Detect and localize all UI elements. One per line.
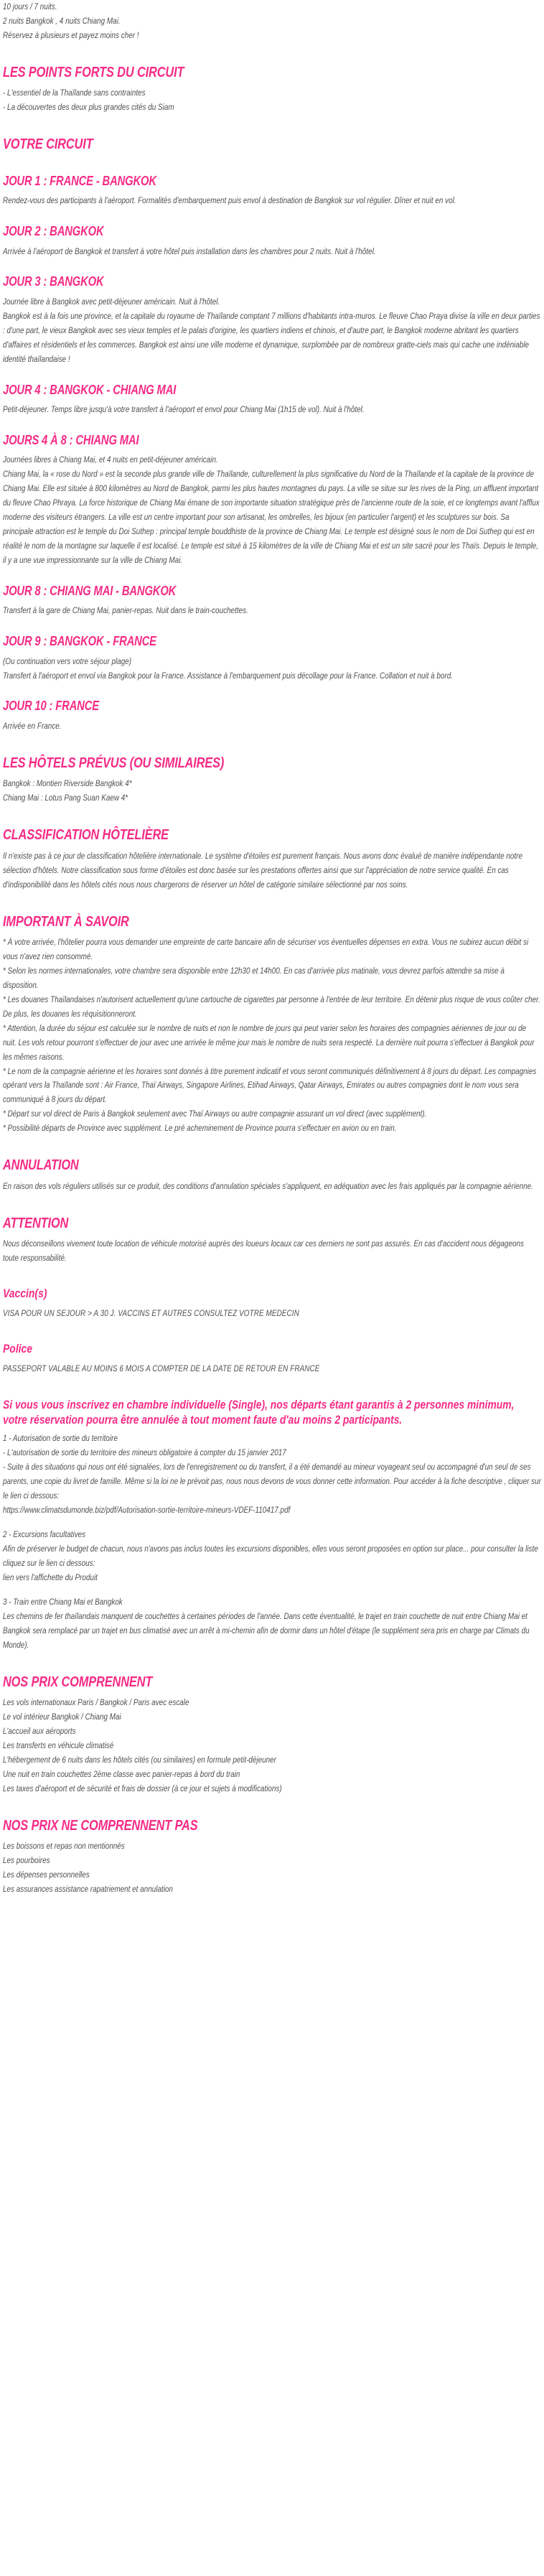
spacer: [3, 208, 541, 224]
note-line: Les chemins de fer thaïlandais manquent de couchettes à certaines périodes de l'année. Dans cette éventualité, le trajet en train couchette de nuit entre Chiang Mai et Bangkok sera remplacé par un trajet en bus climatisé avec un arrêt à mi-chemin afin de dormir dans un hôtel d'étape (le supplément sera pris en charge par Climats du Monde).: [3, 1611, 530, 1650]
day-paragraph: Petit-déjeuner. Temps libre jusqu'à votre transfert à l'aéroport et envol pour Chiang Mai (1h15 de vol). Nuit à l'hôtel.: [3, 404, 365, 414]
hotel-item: Bangkok : Montien Riverside Bangkok 4*: [3, 779, 132, 789]
spacer: [3, 929, 541, 935]
spacer: [3, 1518, 541, 1528]
spacer: [3, 1653, 541, 1674]
important-item: * À votre arrivée, l'hôtelier pourra vous demander une empreinte de carte bancaire afin de sécuriser vos éventuelles dépenses en extra. Vous ne subirez aucun débit si vous n'avez rien consommé.: [3, 938, 529, 962]
spacer: [3, 1231, 541, 1237]
spacer: [3, 1173, 541, 1180]
spacer: [3, 843, 541, 849]
spacer: [3, 396, 541, 403]
spacer: [3, 1300, 541, 1307]
intro-block: [3, 0, 541, 43]
spacer: [3, 417, 541, 433]
attention-paragraph: Nous déconseillons vivement toute location de véhicule motorisé auprès des loueurs locaux car ces derniers ne sont pas assurés. En cas d'accident nous dégageons toute responsabilité.: [3, 1239, 524, 1264]
points-forts-item: - L'essentiel de la Thaïlande sans contraintes: [3, 88, 146, 98]
included-item: Une nuit en train couchettes 2ème classe avec panier-repas à bord du train: [3, 1769, 240, 1779]
day-heading-3: JOUR 3 : BANGKOK: [3, 274, 104, 289]
section-heading-prix-ne-comprennent-pas: NOS PRIX NE COMPRENNENT PAS: [3, 1816, 198, 1834]
spacer: [3, 238, 541, 245]
section-heading-vaccins: Vaccin(s): [3, 1287, 47, 1301]
spacer: [3, 1376, 541, 1398]
note-link-affichette[interactable]: lien vers l'affichette du Produit: [3, 1572, 98, 1582]
important-item: * Attention, la durée du séjour est calculée sur le nombre de nuits et non le nombre de jours qui peut varier selon les horaires des compagnies aériennes de jour ou de nuit. Les vols retour pourront s'effectuer de jour avec une arrivée le même jour mais le nombre de nuits sera respecté. La dernière nuit pourra s'effectuer à Bangkok pour les mêmes raisons.: [3, 1023, 535, 1062]
note-line: - L'autorisation de sortie du territoire des mineurs obligatoire à compter du 15 janvier 2017: [3, 1448, 286, 1458]
police-paragraph: PASSEPORT VALABLE AU MOINS 6 MOIS A COMPTER DE LA DATE DE RETOUR EN FRANCE: [3, 1363, 320, 1373]
spacer: [3, 1266, 541, 1287]
day-heading-1: JOUR 1 : FRANCE - BANGKOK: [3, 172, 156, 188]
note-line: Afin de préserver le budget de chacun, nous n'avons pas inclus toutes les excursions disponibles, elles vous seront proposées en option sur place... pour consulter la liste cliquez sur le lien ci dessous:: [3, 1544, 538, 1568]
section-heading-important: IMPORTANT À SAVOIR: [3, 913, 129, 930]
day-paragraph: Arrivée à l'aéroport de Bangkok et transfert à votre hôtel puis installation dans les chambres pour 2 nuits. Nuit à l'hôtel.: [3, 246, 376, 256]
day-paragraph: Chiang Mai, la « rose du Nord » est la seconde plus grande ville de Thaïlande, culturellement la plus significative du Nord de la Thaïlande et la capitale de la province de Chiang Mai. Elle est située à 800 kilomètres au Nord de Bangkok, parmi les plus hautes montagnes du pays. La ville se situe sur les rives de la Ping, un affluent important du fleuve Chao Phraya. La force historique de Chiang Mai émane de son importante situation stratégique près de l'ancienne route de la soie, et ce longtemps avant l'afflux moderne des visiteurs étrangers. La ville est un centre important pour son artisanat, les ombrelles, les bijoux (en particulier l'argent) et les sculptures sur bois. Sa principale attraction est le temple du Doi Suthep : principal temple bouddhiste de la province de Chiang Mai. Le temple est désigné sous le nom de Doi Suthep qui est en réalité le nom de la montagne sur laquelle il est localisé. Le temple est situé à 15 kilomètres de la ville de Chiang Mai et est un site sacré pour les Thaïs. Depuis le temple, il y a une vue impressionnante sur la ville de Chiang Mai.: [3, 470, 540, 565]
day-paragraph: Rendez-vous des participants à l'aéroport. Formalités d'embarquement puis envol à destination de Bangkok sur vol régulier. Dîner et nuit en vol.: [3, 196, 456, 206]
important-item: * Possibilité départs de Province avec supplément. Le pré acheminement de Province pourra s'effectuer en avion ou en train.: [3, 1124, 397, 1134]
day-paragraph: Arrivée en France.: [3, 721, 62, 731]
spacer: [3, 43, 541, 65]
important-item: * Les douanes Thaïlandaises n'autorisent actuellement qu'une cartouche de cigarettes par personne à l'entrée de leur territoire. En détenir plus risque de vous coûter cher. De plus, les douanes les réquisitionneront.: [3, 994, 540, 1019]
day-heading-10: JOUR 10 : FRANCE: [3, 698, 99, 714]
intro-line: Réservez à plusieurs et payez moins cher !: [3, 30, 139, 40]
important-item: * Départ sur vol direct de Paris à Bangkok seulement avec Thaï Airways ou autre compagnie assurant un vol direct (avec supplément).: [3, 1109, 427, 1119]
spacer: [3, 1796, 541, 1818]
section-heading-points-forts: LES POINTS FORTS DU CIRCUIT: [3, 63, 184, 80]
note-title-1: 1 - Autorisation de sortie du territoire: [3, 1434, 118, 1444]
spacer: [3, 770, 541, 777]
spacer: [3, 289, 541, 295]
note-title-3: 3 - Train entre Chiang Mai et Bangkok: [3, 1597, 123, 1607]
section-heading-classification: CLASSIFICATION HÔTELIÈRE: [3, 826, 169, 844]
day-paragraph: Bangkok est à la fois une province, et la capitale du royaume de Thaïlande comptant 7 millions d'habitants intra-muros. Le fleuve Chao Praya divise la ville en deux parties : d'une part, le vieux Bangkok avec ses vieux temples et le palais d'origine, les quartiers indiens et chinois, et d'autre part, le Bangkok moderne abritant les quartiers d'affaires et résidentiels et les commerces. Bangkok est ainsi une ville moderne et dynamique, surplombée par de nombreux gratte-ciels mais qui cache une indéniable identité thaïlandaise !: [3, 311, 540, 364]
spacer: [3, 618, 541, 634]
spacer: [3, 597, 541, 604]
intro-line: 2 nuits Bangkok , 4 nuits Chiang Mai.: [3, 16, 121, 26]
important-item: * Selon les normes internationales, votre chambre sera disponible entre 12h30 et 14h00. En cas d'arrivée plus matinale, vous devrez parfois attendre sa mise à disposition.: [3, 966, 505, 990]
excluded-item: Les pourboires: [3, 1856, 50, 1866]
day-paragraph: Transfert à la gare de Chiang Mai, panier-repas. Nuit dans le train-couchettes.: [3, 606, 248, 616]
spacer: [3, 683, 541, 699]
spacer: [3, 80, 541, 86]
day-heading-8: JOUR 8 : CHIANG MAI - BANGKOK: [3, 582, 177, 598]
section-heading-votre-circuit: VOTRE CIRCUIT: [3, 136, 93, 153]
spacer: [3, 367, 541, 383]
vaccins-paragraph: VISA POUR UN SEJOUR > A 30 J. VACCINS ET AUTRES CONSULTEZ VOTRE MEDECIN: [3, 1308, 299, 1318]
spacer: [3, 892, 541, 914]
included-item: L'hébergement de 6 nuits dans les hôtels cités (ou similaires) en formule petit-déjeuner: [3, 1755, 276, 1765]
classification-paragraph: Il n'existe pas à ce jour de classification hôtelière internationale. Le système d'étoiles est purement français. Nous avons donc évalué de manière indépendante notre sélection d'hôtels. Notre classification sous forme d'étoiles est donc basée sur les prestations offertes ainsi que sur l'appréciation de notre service qualité. En cas d'indisponibilité dans les hôtels cités nous nous chargerons de réserver un hôtel de catégorie similaire sélectionné par nos soins.: [3, 851, 522, 890]
section-heading-police: Police: [3, 1341, 33, 1355]
section-heading-annulation: ANNULATION: [3, 1157, 79, 1174]
spacer: [3, 1689, 541, 1696]
spacer: [3, 447, 541, 453]
included-item: Le vol intérieur Bangkok / Chiang Mai: [3, 1712, 121, 1722]
excluded-item: Les assurances assistance rapatriement et annulation: [3, 1885, 173, 1895]
included-item: L'accueil aux aéroports: [3, 1727, 76, 1736]
day-heading-4-8: JOURS 4 À 8 : CHIANG MAI: [3, 431, 139, 447]
spacer: [3, 1321, 541, 1343]
intro-line: 10 jours / 7 nuits.: [3, 2, 57, 11]
spacer: [3, 1194, 541, 1215]
spacer: [3, 1355, 541, 1362]
spacer: [3, 152, 541, 174]
spacer: [3, 115, 541, 136]
section-heading-attention: ATTENTION: [3, 1214, 69, 1231]
spacer: [3, 734, 541, 755]
excluded-item: Les boissons et repas non mentionnés: [3, 1842, 125, 1852]
note-link-url[interactable]: https://www.climatsdumonde.biz/pdf/Autorisation-sortie-territoire-mineurs-VDEF-110417.pdf: [3, 1506, 291, 1516]
included-item: Les transferts en véhicule climatisé: [3, 1740, 114, 1750]
section-heading-prix-comprennent: NOS PRIX COMPRENNENT: [3, 1673, 153, 1690]
spacer: [3, 187, 541, 194]
included-item: Les vols internationaux Paris / Bangkok / Paris avec escale: [3, 1698, 189, 1708]
annulation-paragraph: En raison des vols réguliers utilisés sur ce produit, des conditions d'annulation spéciales s'appliquent, en adéquation avec les frais appliqués par la compagnie aérienne.: [3, 1181, 533, 1191]
day-paragraph: Transfert à l'aéroport et envol via Bangkok pour la France. Assistance à l'embarquement puis décollage pour la France. Collation et nuit à bord.: [3, 671, 453, 681]
section-heading-hotels: LES HÔTELS PRÉVUS (OU SIMILAIRES): [3, 754, 225, 771]
spacer: [3, 1585, 541, 1595]
day-heading-2: JOUR 2 : BANGKOK: [3, 223, 104, 239]
spacer: [3, 713, 541, 719]
spacer: [3, 1136, 541, 1157]
important-item: * Le nom de la compagnie aérienne et les horaires sont donnés à titre purement indicatif et vous seront communiqués définitivement à 8 jours du départ. Les compagnies opérant vers la Thaïlande sont : Air France, Thaï Airways, Singapore Airlines, Etihad Airways, Qatar Airways, Emirates ou autres compagnies dont le nom vous sera communiqué à 8 jours du départ.: [3, 1066, 537, 1105]
spacer: [3, 258, 541, 274]
spacer: [3, 648, 541, 655]
points-forts-item: - La découvertes des deux plus grandes cités du Siam: [3, 103, 174, 113]
day-paragraph: Journée libre à Bangkok avec petit-déjeuner américain. Nuit à l'hôtel.: [3, 297, 220, 307]
hotel-item: Chiang Mai : Lotus Pang Suan Kaew 4*: [3, 793, 128, 803]
day-heading-9: JOUR 9 : BANGKOK - FRANCE: [3, 633, 156, 649]
excluded-item: Les dépenses personnelles: [3, 1870, 90, 1880]
day-heading-4: JOUR 4 : BANGKOK - CHIANG MAI: [3, 381, 177, 397]
spacer: [3, 806, 541, 827]
spacer: [3, 1833, 541, 1839]
note-line: - Suite à des situations qui nous ont été signalées, lors de l'enregistrement ou du transfert, il a été demandé au mineur voyageant seul ou accompagné d'un seul de ses parents, une copie du livret de famille. Même si la loi ne le prévoit pas, nous nous devons de vous donner cette information. Pour accéder à la fiche descriptive , cliquer sur le lien ci dessous:: [3, 1462, 541, 1501]
single-room-alert: Si vous vous inscrivez en chambre individuelle (Single), nos départs étant garantis à 2 personnes minimum, votre réservation pourra être annulée à tout moment faute d'au moins 2 participants.: [3, 1398, 515, 1427]
note-title-2: 2 - Excursions facultatives: [3, 1530, 86, 1540]
included-item: Les taxes d'aéroport et de sécurité et frais de dossier (à ce jour et sujets à modifications): [3, 1783, 282, 1793]
day-paragraph: (Ou continuation vers votre séjour plage): [3, 656, 132, 666]
day-paragraph: Journées libres à Chiang Mai, et 4 nuits en petit-déjeuner américain.: [3, 455, 218, 465]
spacer: [3, 568, 541, 584]
